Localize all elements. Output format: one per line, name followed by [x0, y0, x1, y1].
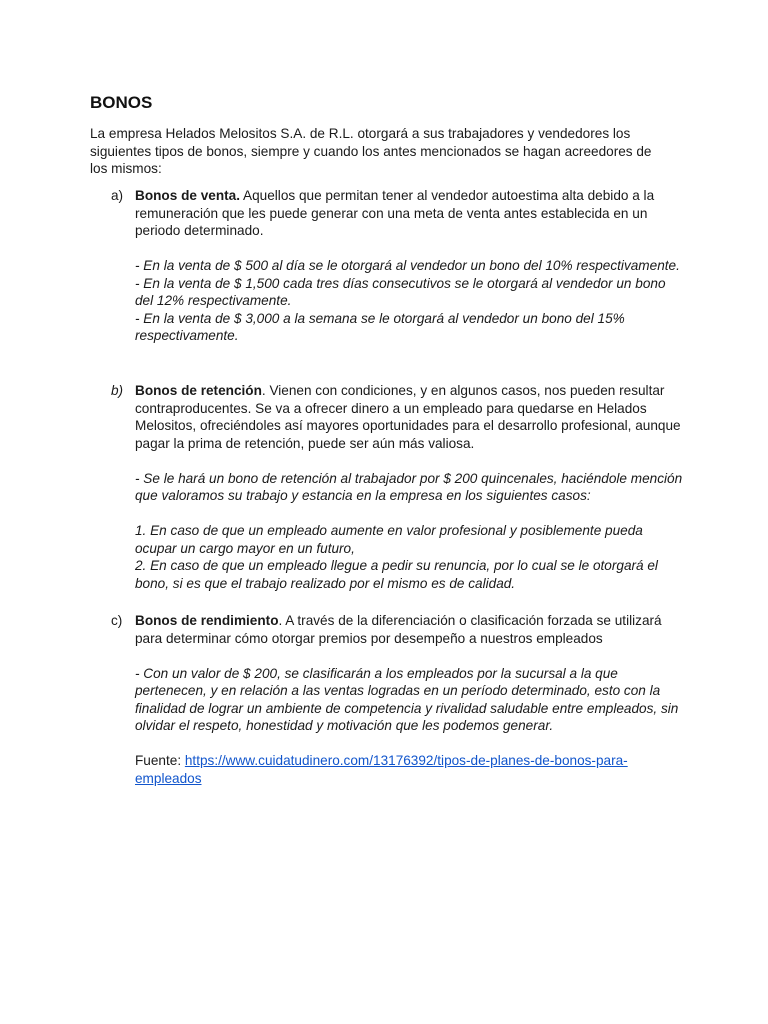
document-title: BONOS — [90, 93, 153, 112]
item-description — [135, 187, 685, 240]
source-link[interactable]: https://www.cuidatudinero.com/13176392/tipos-de-planes-de-bonos-para-empleados — [135, 753, 628, 786]
item-description — [135, 382, 685, 452]
list-item-bonos-de-venta — [90, 187, 690, 345]
italic-line: - En la venta de $ 500 al día se le otorgará al vendedor un bono del 10% respectivamente. — [135, 258, 680, 273]
italic-line: - En la venta de $ 3,000 a la semana se le otorgará al vendedor un bono del 15% respectivamente. — [135, 310, 625, 343]
item-text: Aquellos que permitan tener al vendedor autoestima alta debido a la remuneración que les puede generar con una meta de venta antes establecida en un periodo determinado. — [135, 188, 655, 238]
italic-line: 1. En caso de que un empleado aumente en valor profesional y posiblemente pueda ocupar un cargo mayor en un futuro, — [135, 523, 643, 556]
list-marker: b) — [111, 383, 124, 398]
item-lead: Bonos de rendimiento — [135, 613, 279, 628]
item-lead: Bonos de venta. — [135, 188, 240, 203]
list-marker: c) — [111, 613, 123, 628]
source-line — [135, 752, 685, 787]
source-label: Fuente: — [135, 753, 185, 768]
italic-line: 2. En caso de que un empleado llegue a pedir su renuncia, por lo cual se le otorgará el bono, si es que el trabajo realizado por el mismo es de calidad. — [135, 558, 658, 591]
list-item-bonos-de-retencion — [90, 382, 690, 592]
italic-paragraph: - Se le hará un bono de retención al trabajador por $ 200 quincenales, haciéndole mención que valoramos su trabajo y estancia en la empresa en los siguientes casos: — [135, 470, 683, 503]
list-item-bonos-de-rendimiento — [90, 612, 690, 787]
item-text: . Vienen con condiciones, y en algunos casos, nos pueden resultar contraproducentes. Se va a ofrecer dinero a un empleado para quedarse en Helados Melositos, ofreciéndoles así mayores oportunidades para el desarrollo profesional, aunque pagar la prima de retención, puede ser aún más valiosa. — [135, 383, 681, 451]
italic-paragraph: - Con un valor de $ 200, se clasificarán a los empleados por la sucursal a la que pertenecen, y en relación a las ventas logradas en un período determinado, esto con la finalidad de lograr un ambiente de competencia y rivalidad saludable entre empleados, sin olvidar el respeto, honestidad y motivación que les podemos generar. — [135, 665, 679, 733]
list-marker: a) — [111, 188, 124, 203]
item-text: . A través de la diferenciación o clasificación forzada se utilizará para determinar cómo otorgar premios por desempeño a nuestros empleados — [135, 613, 662, 646]
item-description — [135, 612, 685, 647]
item-lead: Bonos de retención — [135, 383, 262, 398]
intro-paragraph: La empresa Helados Melositos S.A. de R.L. otorgará a sus trabajadores y vendedores los siguientes tipos de bonos, siempre y cuando los antes mencionados se hagan acreedores de los mismos: — [90, 126, 652, 176]
italic-line: - En la venta de $ 1,500 cada tres días consecutivos se le otorgará al vendedor un bono del 12% respectivamente. — [135, 275, 666, 308]
